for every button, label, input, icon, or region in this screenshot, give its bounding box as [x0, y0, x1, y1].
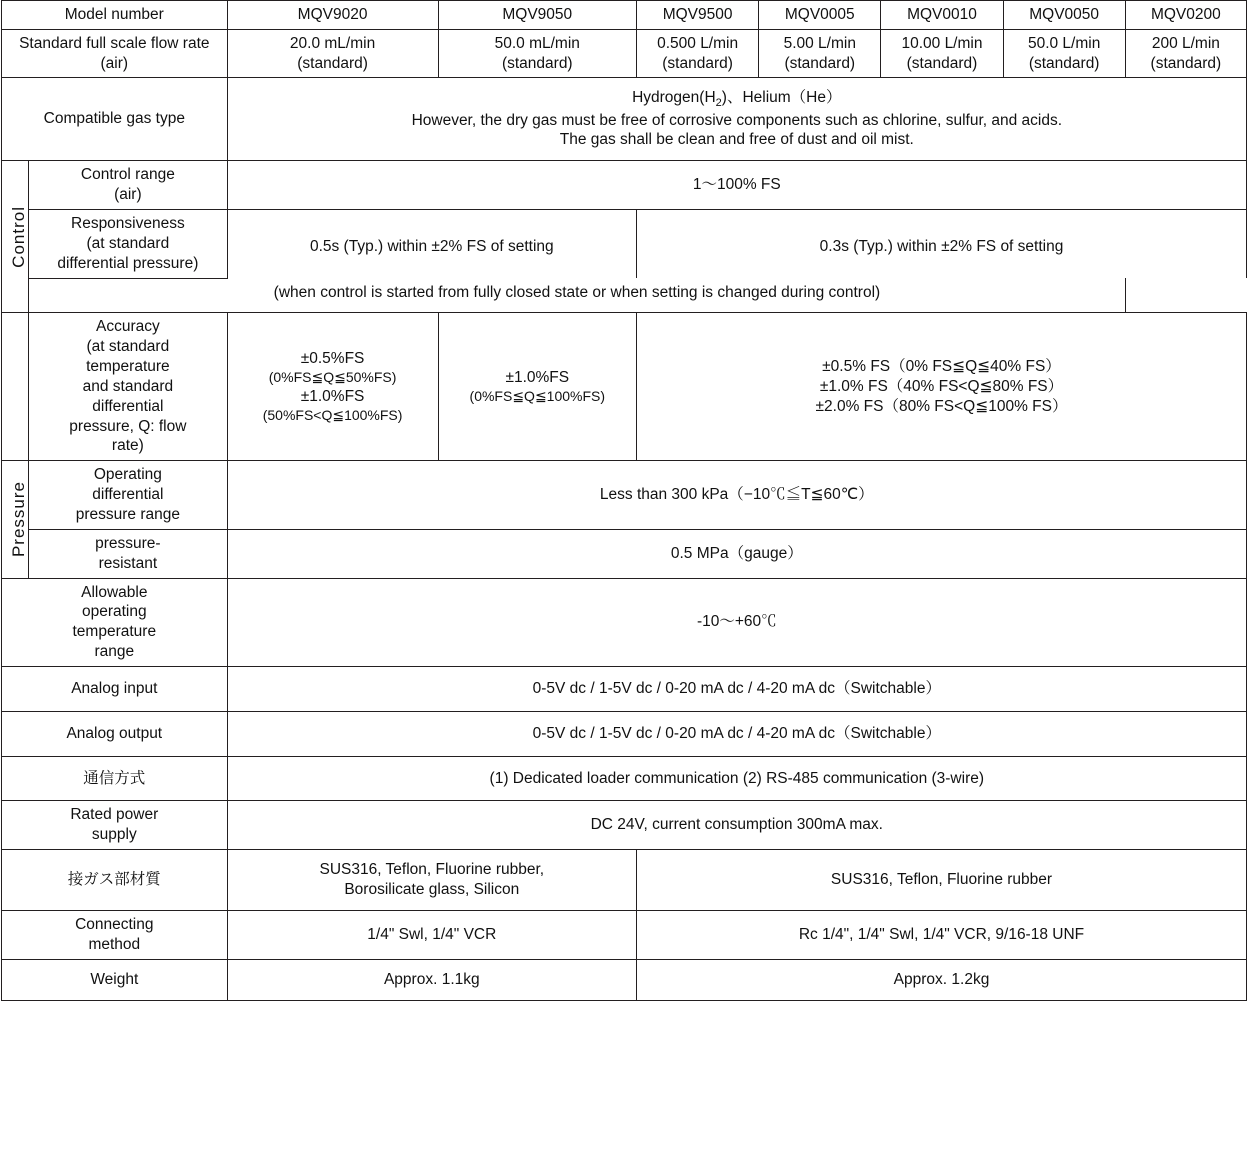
operating-pressure-label-l3: pressure range [75, 505, 180, 523]
group-label-control-text: Control [9, 205, 28, 268]
temperature-label-l4: range [94, 643, 135, 661]
gas-type-line1 [236, 88, 1238, 110]
gas-hydrogen-label: Hydrogen [632, 89, 700, 107]
row-label-responsiveness [29, 210, 227, 278]
temperature-label-l2: operating [81, 603, 147, 621]
accuracy-label-l1: Accuracy [95, 318, 160, 336]
row-label-weight: Weight [2, 959, 228, 1000]
table-row-analog-output [2, 711, 1247, 756]
connecting-label-l2: method [88, 935, 141, 953]
cell-model-mqv0200: MQV0200 [1125, 1, 1246, 30]
flow-condition: (standard) [906, 54, 978, 72]
flow-condition: (standard) [662, 54, 733, 72]
flow-condition: (standard) [1150, 54, 1222, 72]
row-label-control-range [29, 161, 227, 210]
operating-pressure-label-l2: differential [92, 486, 164, 504]
wetted-material-left-l2: Borosilicate glass, Silicon [344, 881, 520, 899]
cell-model-mqv0005: MQV0005 [759, 1, 881, 30]
responsiveness-label-l2: (at standard [86, 234, 170, 252]
accuracy-label-l2: (at standard [86, 338, 170, 356]
temperature-label-l3: temperature [72, 623, 157, 641]
accuracy-label-l7: rate) [111, 437, 144, 455]
row-label-wetted-material: 接ガス部材質 [2, 850, 228, 911]
row-label-gas-type-text: Compatible gas type [43, 110, 185, 128]
pressure-resistant-label-l1: pressure- [95, 534, 161, 552]
table-row-wetted-material [2, 850, 1247, 911]
accuracy-col1-l1: ±0.5%FS [300, 350, 365, 368]
accuracy-col2-l1: ±1.0%FS [505, 368, 570, 386]
cell-model-mqv9050: MQV9050 [438, 1, 636, 30]
accuracy-label-l5: differential [92, 397, 164, 415]
accuracy-label-l3: temperature [86, 358, 170, 376]
row-label-pressure-resistant [29, 529, 227, 578]
table-row-control-range [2, 161, 1247, 210]
flow-value: 5.00 L/min [783, 34, 856, 52]
cell-operating-pressure-value: Less than 300 kPa（−10℃≦T≦60℃） [227, 461, 1246, 529]
flow-condition: (standard) [784, 54, 856, 72]
row-label-flow-rate-text: Standard full scale flow rate (air) [19, 34, 210, 72]
cell-flow-mqv0050 [1003, 29, 1125, 78]
table-row-responsiveness [2, 210, 1247, 278]
row-label-analog-input: Analog input [2, 666, 228, 711]
table-row-model [2, 1, 1247, 30]
cell-power-supply-value: DC 24V, current consumption 300mA max. [227, 801, 1246, 850]
gas-type-line2: However, the dry gas must be free of corrosive components such as chlorine, sulfur, and acids. [411, 111, 1063, 129]
cell-temperature-range-value: -10〜+60℃ [227, 578, 1246, 666]
flow-value: 10.00 L/min [901, 34, 983, 52]
group-label-pressure-text: Pressure [9, 481, 28, 558]
row-label-model-number: Model number [2, 1, 228, 30]
cell-analog-output-value: 0-5V dc / 1-5V dc / 0-20 mA dc / 4-20 mA dc（Switchable） [227, 711, 1246, 756]
cell-flow-mqv9050 [438, 29, 636, 78]
group-label-control-spacer [2, 313, 29, 461]
group-label-pressure [2, 461, 29, 578]
accuracy-col1-l4: (50%FS<Q≦100%FS) [262, 406, 403, 423]
table-row-flow-rate [2, 29, 1247, 78]
cell-flow-mqv9020 [227, 29, 438, 78]
accuracy-col1-l3: ±1.0%FS [300, 387, 365, 405]
cell-analog-input-value: 0-5V dc / 1-5V dc / 0-20 mA dc / 4-20 mA dc（Switchable） [227, 666, 1246, 711]
cell-model-mqv9020: MQV9020 [227, 1, 438, 30]
accuracy-col3-l3: ±2.0% FS（80% FS<Q≦100% FS） [815, 397, 1068, 415]
table-row-operating-pressure [2, 461, 1247, 529]
cell-responsiveness-left: 0.5s (Typ.) within ±2% FS of setting [227, 210, 636, 278]
cell-flow-mqv0010 [881, 29, 1003, 78]
accuracy-col3-l2: ±1.0% FS（40% FS<Q≦80% FS） [819, 377, 1064, 395]
accuracy-label-l6: pressure, Q: flow [69, 417, 187, 435]
row-label-operating-pressure [29, 461, 227, 529]
cell-accuracy-col1 [227, 313, 438, 461]
cell-responsiveness-right: 0.3s (Typ.) within ±2% FS of setting [637, 210, 1247, 278]
flow-condition: (standard) [297, 54, 368, 72]
flow-value: 50.0 L/min [1027, 34, 1101, 52]
flow-condition: (standard) [501, 54, 573, 72]
accuracy-label-l4: and standard [82, 377, 174, 395]
accuracy-col2-l2: (0%FS≦Q≦100%FS) [469, 387, 606, 404]
cell-wetted-material-left [227, 850, 636, 911]
table-row-analog-input [2, 666, 1247, 711]
table-row-responsiveness-note [2, 278, 1247, 313]
flow-condition: (standard) [1028, 54, 1100, 72]
power-label-l1: Rated power [70, 806, 159, 824]
table-row-connecting-method [2, 910, 1247, 959]
cell-flow-mqv0200 [1125, 29, 1246, 78]
cell-weight-right: Approx. 1.2kg [637, 959, 1247, 1000]
cell-responsiveness-note: (when control is started from fully closed state or when setting is changed during control) [29, 278, 1126, 313]
pressure-resistant-label-l2: resistant [98, 554, 158, 572]
row-label-gas-type [2, 78, 228, 161]
table-row-gas-type [2, 78, 1247, 161]
row-label-temperature-range [2, 578, 228, 666]
flow-value: 200 L/min [1151, 34, 1220, 52]
gas-h2-close: ) [721, 89, 727, 107]
gas-type-line3: The gas shall be clean and free of dust and oil mist. [559, 131, 914, 149]
row-label-analog-output: Analog output [2, 711, 228, 756]
cell-pressure-resistant-value: 0.5 MPa（gauge） [227, 529, 1246, 578]
row-label-communication: 通信方式 [2, 756, 228, 801]
accuracy-col1-l2: (0%FS≦Q≦50%FS) [268, 368, 397, 385]
wetted-material-left-l1: SUS316, Teflon, Fluorine rubber, [319, 861, 545, 879]
specification-table [1, 0, 1247, 1001]
group-label-control [2, 161, 29, 313]
table-row-temperature-range [2, 578, 1247, 666]
accuracy-col3-l1: ±0.5% FS（0% FS≦Q≦40% FS） [822, 358, 1061, 376]
cell-communication-value: (1) Dedicated loader communication (2) RS-485 communication (3-wire) [227, 756, 1246, 801]
cell-accuracy-col2 [438, 313, 636, 461]
cell-control-range-value: 1〜100% FS [227, 161, 1246, 210]
power-label-l2: supply [91, 826, 137, 844]
cell-model-mqv0010: MQV0010 [881, 1, 1003, 30]
flow-value: 0.500 L/min [657, 34, 739, 52]
gas-h2-open: (H [699, 89, 716, 107]
flow-value: 20.0 mL/min [289, 34, 376, 52]
cell-flow-mqv9500 [637, 29, 759, 78]
cell-model-mqv9500: MQV9500 [637, 1, 759, 30]
row-label-flow-rate [2, 29, 228, 78]
responsiveness-label-l1: Responsiveness [71, 215, 185, 233]
row-label-power-supply [2, 801, 228, 850]
flow-value: 50.0 mL/min [494, 34, 580, 52]
operating-pressure-label-l1: Operating [93, 466, 162, 484]
cell-connecting-method-right: Rc 1/4", 1/4" Swl, 1/4" VCR, 9/16-18 UNF [637, 910, 1247, 959]
cell-weight-left: Approx. 1.1kg [227, 959, 636, 1000]
temperature-label-l1: Allowable [81, 583, 148, 601]
control-range-label-l1: Control range [80, 166, 175, 184]
table-row-accuracy [2, 313, 1247, 461]
table-row-communication [2, 756, 1247, 801]
connecting-label-l1: Connecting [75, 915, 154, 933]
table-row-pressure-resistant [2, 529, 1247, 578]
cell-accuracy-col3 [637, 313, 1247, 461]
table-row-weight [2, 959, 1247, 1000]
cell-flow-mqv0005 [759, 29, 881, 78]
cell-model-mqv0050: MQV0050 [1003, 1, 1125, 30]
gas-helium-label: 、Helium（He） [726, 89, 842, 107]
responsiveness-label-l3: differential pressure) [57, 254, 199, 272]
cell-connecting-method-left: 1/4" Swl, 1/4" VCR [227, 910, 636, 959]
gas-h2-subscript: 2 [715, 97, 722, 110]
cell-wetted-material-right: SUS316, Teflon, Fluorine rubber [637, 850, 1247, 911]
row-label-accuracy [29, 313, 227, 461]
control-range-label-l2: (air) [114, 186, 142, 204]
row-label-connecting-method [2, 910, 228, 959]
table-row-power-supply [2, 801, 1247, 850]
cell-gas-type-value [227, 78, 1246, 161]
